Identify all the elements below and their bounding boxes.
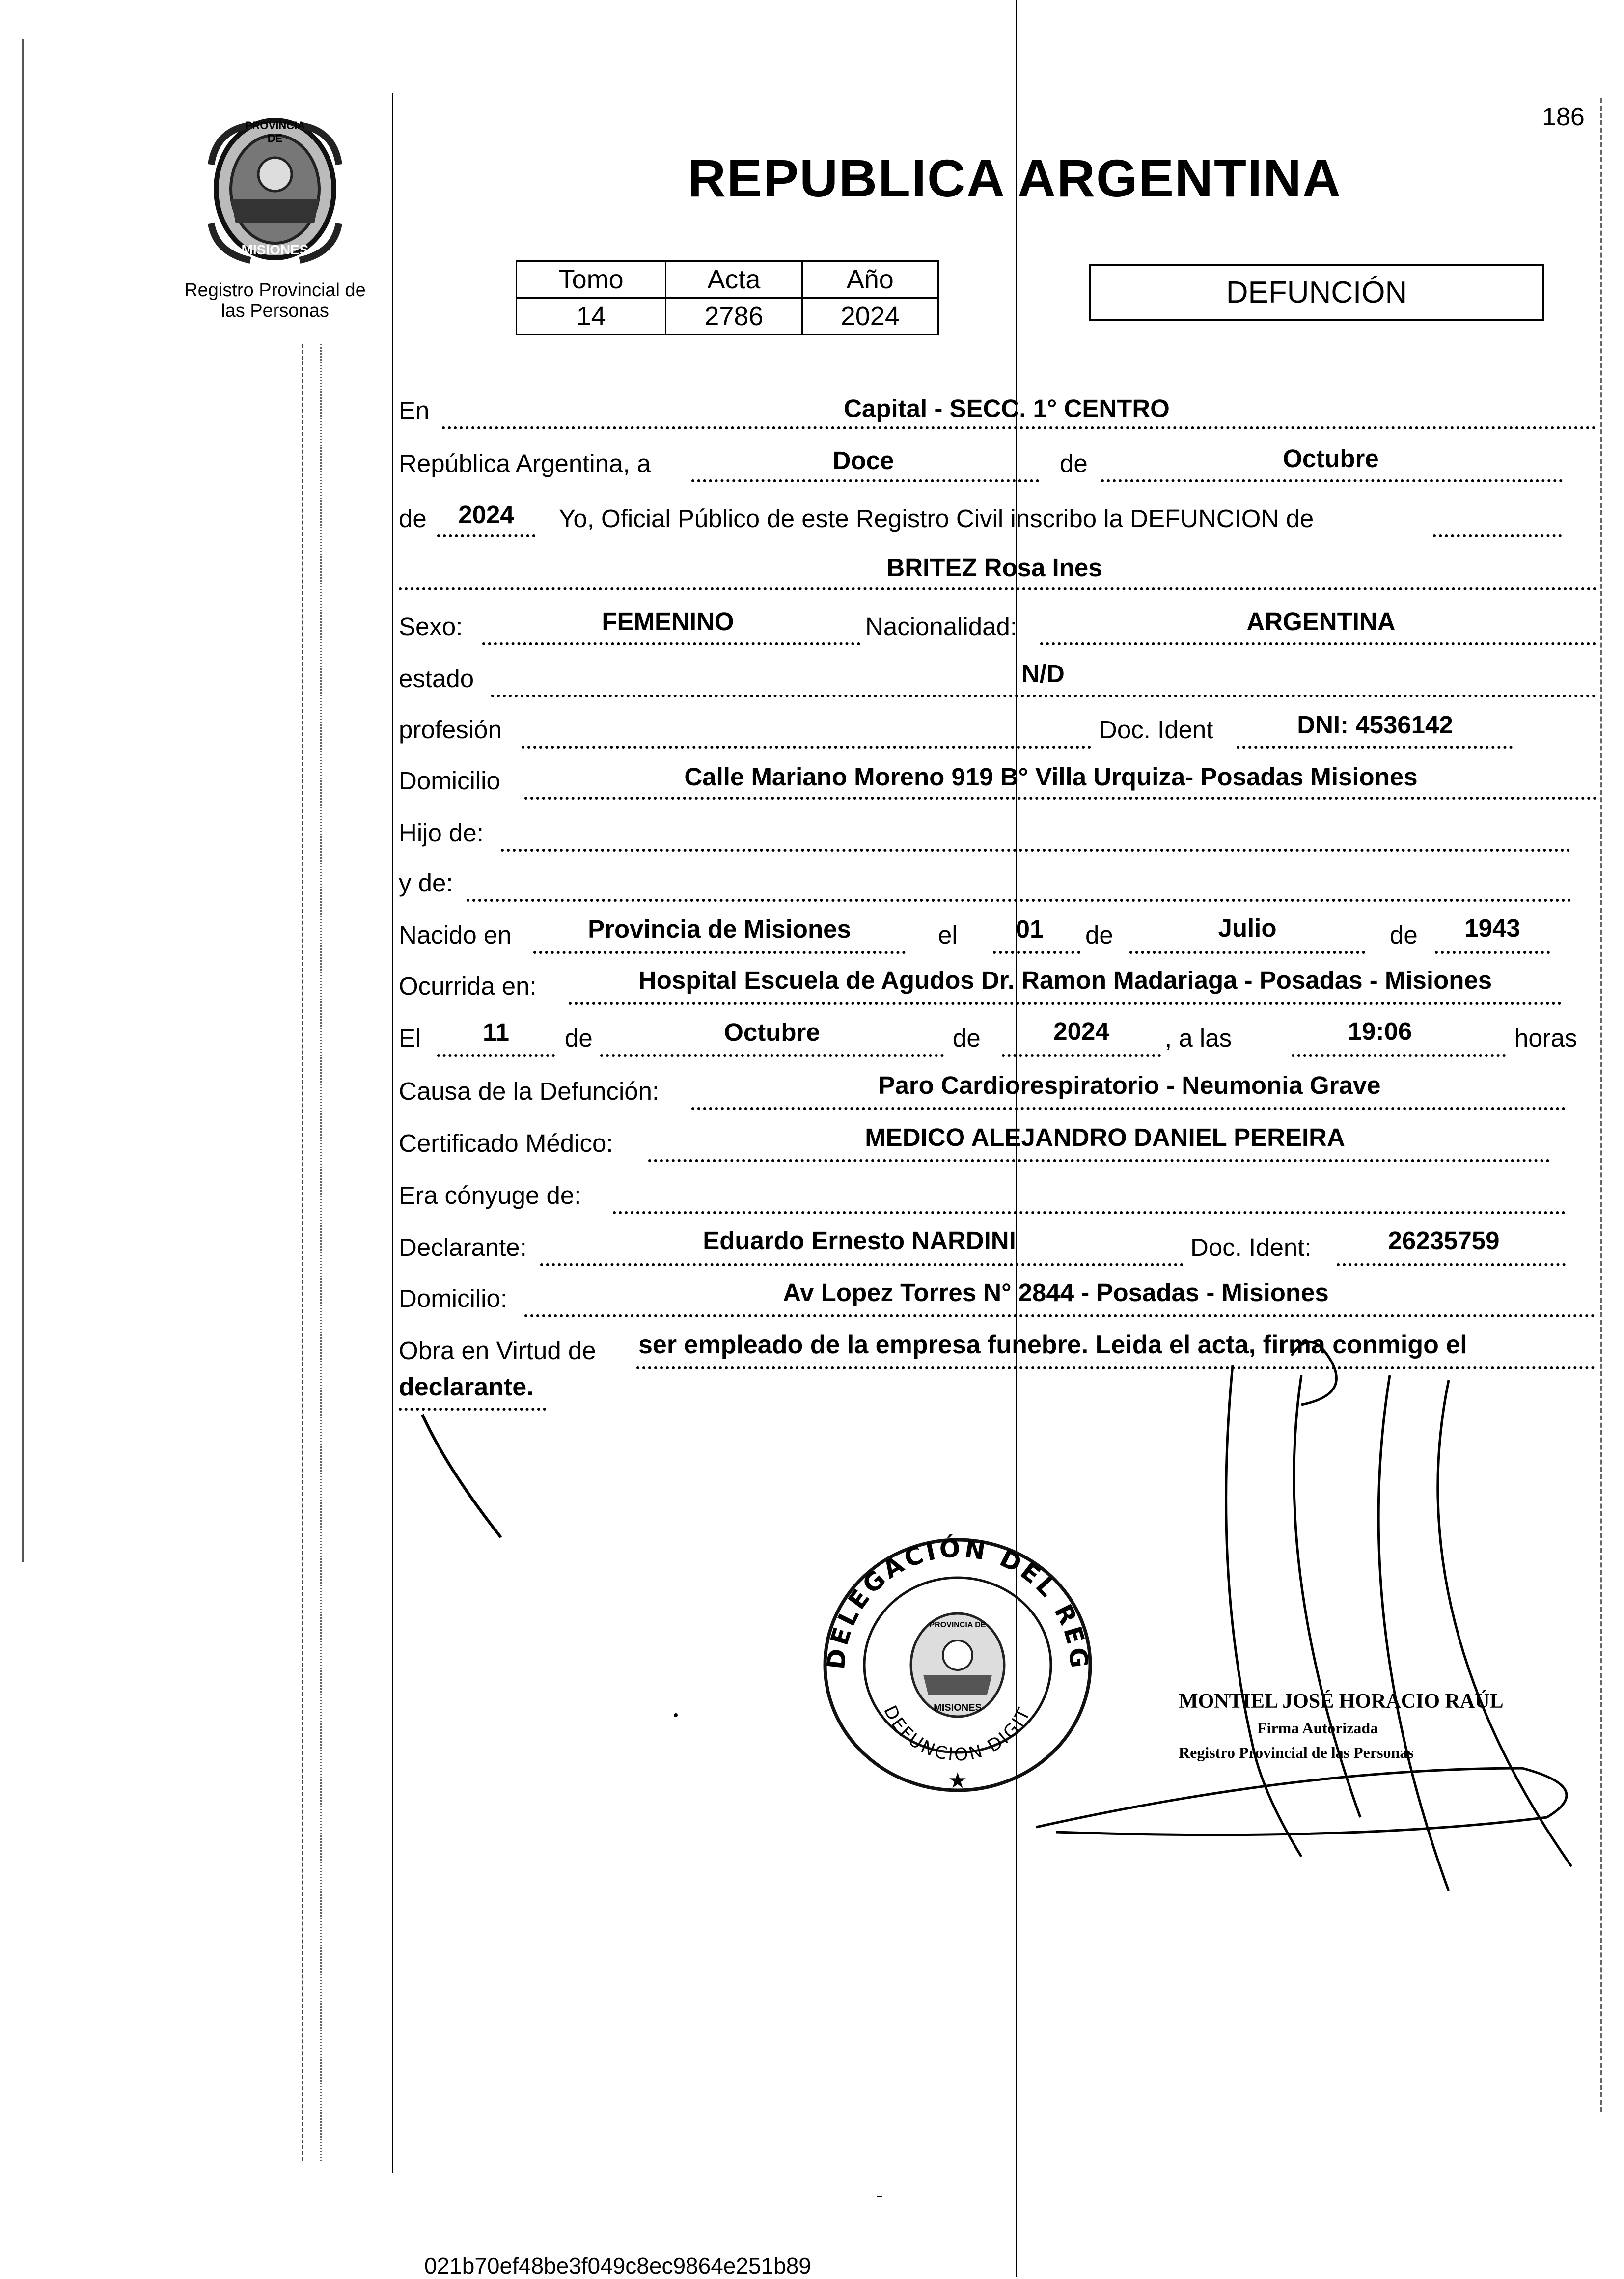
stamp-name: MONTIEL JOSÉ HORACIO RAÚL: [1179, 1690, 1504, 1713]
page-number: 186: [1542, 103, 1585, 131]
logo-caption-line2: las Personas: [221, 301, 329, 321]
documento-value: DNI: 4536142: [1297, 711, 1453, 739]
nacido-day-line: [993, 951, 1080, 954]
stamp-line2: Firma Autorizada: [1257, 1719, 1378, 1737]
causa-line: [691, 1107, 1566, 1110]
domicilio-line: [524, 797, 1597, 800]
right-edge-artifact: [1600, 98, 1602, 2112]
nombre-line: [399, 587, 1597, 590]
stamp-line3: Registro Provincial de las Personas: [1179, 1744, 1414, 1761]
anio-line: [437, 534, 535, 537]
defuncion-time-line: [1292, 1054, 1506, 1057]
logo-text-bottom: MISIONES: [241, 242, 309, 257]
declarante-line: [540, 1263, 1184, 1266]
document-hash: 021b70ef48be3f049c8ec9864e251b89: [424, 2253, 811, 2279]
defuncion-year-value: 2024: [1053, 1017, 1109, 1045]
y-de-line: [467, 899, 1571, 902]
nacido-el-label: el: [938, 921, 958, 949]
nacionalidad-label: Nacionalidad:: [865, 612, 1018, 640]
fecha-label: República Argentina, a: [399, 449, 651, 477]
registry-value-tomo: 14: [517, 298, 666, 335]
provincial-logo: [196, 111, 354, 268]
fecha-month-line: [1101, 479, 1563, 482]
record-type-label: DEFUNCIÓN: [1226, 276, 1407, 309]
defuncion-de1-label: de: [565, 1024, 593, 1052]
declarante-value: Eduardo Ernesto NARDINI: [703, 1226, 1016, 1254]
hijo-de-line: [501, 849, 1570, 852]
profesion-line: [522, 746, 1091, 749]
nacido-place-value: Provincia de Misiones: [588, 915, 851, 943]
nacido-month-line: [1129, 951, 1365, 954]
registry-header-anio: Año: [802, 261, 938, 298]
certificado-label: Certificado Médico:: [399, 1129, 613, 1157]
en-line: [442, 426, 1596, 429]
registry-value-acta: 2786: [666, 298, 802, 335]
declarante-doc-line: [1337, 1263, 1566, 1266]
obra-value-line2: declarante.: [399, 1373, 534, 1401]
seal-inner-text: DEFUNCION DIGIT: [880, 1702, 1035, 1766]
fecha-day-value: Doce: [832, 446, 894, 474]
declarante-doc-label: Doc. Ident:: [1190, 1233, 1312, 1261]
anio-label: de: [399, 504, 427, 532]
anio-text-line: [1433, 534, 1562, 537]
domicilio-declarante-label: Domicilio:: [399, 1284, 508, 1312]
estado-line: [491, 695, 1596, 697]
nacido-day-value: 01: [1016, 915, 1044, 943]
obra-label: Obra en Virtud de: [399, 1336, 596, 1364]
defuncion-day-line: [437, 1054, 555, 1057]
record-type-box: [1089, 264, 1544, 321]
left-margin-line: [392, 93, 393, 2173]
anio-value: 2024: [458, 500, 514, 528]
logo-caption-line1: Registro Provincial de: [184, 280, 366, 301]
causa-label: Causa de la Defunción:: [399, 1077, 660, 1105]
registry-table-value-row: [517, 298, 938, 335]
documento-line: [1237, 746, 1513, 749]
ocurrida-label: Ocurrida en:: [399, 972, 537, 1000]
defuncion-de2-label: de: [953, 1024, 981, 1052]
closing-stroke: [417, 1410, 516, 1547]
defuncion-day-value: 11: [483, 1018, 509, 1046]
estado-label: estado: [399, 665, 474, 693]
en-value: Capital - SECC. 1° CENTRO: [844, 394, 1170, 422]
nacionalidad-value: ARGENTINA: [1246, 608, 1396, 636]
defuncion-month-value: Octubre: [724, 1018, 820, 1046]
domicilio-label: Domicilio: [399, 767, 500, 795]
seal-star-icon: ★: [948, 1769, 967, 1793]
defuncion-a-las-label: , a las: [1165, 1024, 1232, 1052]
declarante-doc-value: 26235759: [1388, 1226, 1500, 1254]
registry-header-tomo: Tomo: [517, 261, 666, 298]
nombre-value: BRITEZ Rosa Ines: [886, 554, 1102, 582]
causa-value: Paro Cardiorespiratorio - Neumonia Grave: [878, 1071, 1381, 1099]
registry-table: [516, 260, 939, 335]
ocurrida-line: [569, 1002, 1562, 1005]
sexo-label: Sexo:: [399, 612, 463, 640]
anio-text: Yo, Oficial Público de este Registro Civil inscribo la DEFUNCION de: [559, 504, 1314, 532]
certificado-line: [648, 1159, 1550, 1162]
obra-value-line1: ser empleado de la empresa funebre. Leida el acta, firma conmigo el: [638, 1331, 1467, 1359]
sexo-line: [482, 642, 860, 645]
nacido-de2-label: de: [1390, 921, 1418, 949]
certificado-value: MEDICO ALEJANDRO DANIEL PEREIRA: [865, 1123, 1345, 1151]
conyuge-label: Era cónyuge de:: [399, 1181, 581, 1209]
left-dotted-artifact-1: [302, 344, 303, 2161]
nacionalidad-line: [1040, 642, 1596, 645]
sexo-value: FEMENINO: [602, 608, 734, 636]
nacido-de1-label: de: [1085, 921, 1113, 949]
fecha-de-label: de: [1060, 449, 1088, 477]
declarante-label: Declarante:: [399, 1233, 527, 1261]
profesion-label: profesión: [399, 716, 502, 744]
seal-center-top: PROVINCIA DE: [929, 1621, 986, 1629]
page-title: REPUBLICA ARGENTINA: [688, 148, 1342, 208]
defuncion-time-value: 19:06: [1348, 1017, 1412, 1045]
registry-header-acta: Acta: [666, 261, 802, 298]
defuncion-horas-label: horas: [1514, 1024, 1577, 1052]
nacido-place-line: [533, 951, 906, 954]
registry-table-header-row: [517, 261, 938, 298]
domicilio-declarante-line: [524, 1314, 1595, 1317]
registry-value-anio: 2024: [802, 298, 938, 335]
defuncion-el-label: El: [399, 1024, 421, 1052]
left-edge-artifact: [22, 39, 24, 1562]
conyuge-line: [613, 1211, 1566, 1214]
signature-scribble: [958, 1326, 1596, 1940]
hijo-de-label: Hijo de:: [399, 819, 484, 847]
stray-mark-1: [674, 1713, 678, 1717]
documento-label: Doc. Ident: [1099, 716, 1213, 744]
fecha-month-value: Octubre: [1283, 445, 1379, 472]
y-de-label: y de:: [399, 869, 453, 897]
seal-ring-text: DELEGACIÓN DEL REG: [822, 1534, 1094, 1672]
en-label: En: [399, 396, 430, 424]
logo-text-top: PROVINCIA DE: [245, 119, 305, 144]
domicilio-declarante-value: Av Lopez Torres N° 2844 - Posadas - Misiones: [783, 1278, 1329, 1306]
seal-center-bottom: MISIONES: [934, 1702, 982, 1713]
defuncion-month-line: [600, 1054, 944, 1057]
nacido-year-line: [1435, 951, 1550, 954]
domicilio-value: Calle Mariano Moreno 919 B° Villa Urquiza- Posadas Misiones: [684, 763, 1418, 791]
stray-mark-2: [877, 2196, 882, 2197]
nacido-year-value: 1943: [1464, 914, 1520, 942]
fecha-day-line: [691, 479, 1039, 482]
ocurrida-value: Hospital Escuela de Agudos Dr. Ramon Madariaga - Posadas - Misiones: [638, 966, 1492, 994]
defuncion-year-line: [1002, 1054, 1161, 1057]
nacido-month-value: Julio: [1218, 914, 1277, 942]
left-dotted-artifact-2: [320, 344, 322, 2161]
nacido-label: Nacido en: [399, 921, 512, 949]
estado-value: N/D: [1021, 660, 1065, 688]
